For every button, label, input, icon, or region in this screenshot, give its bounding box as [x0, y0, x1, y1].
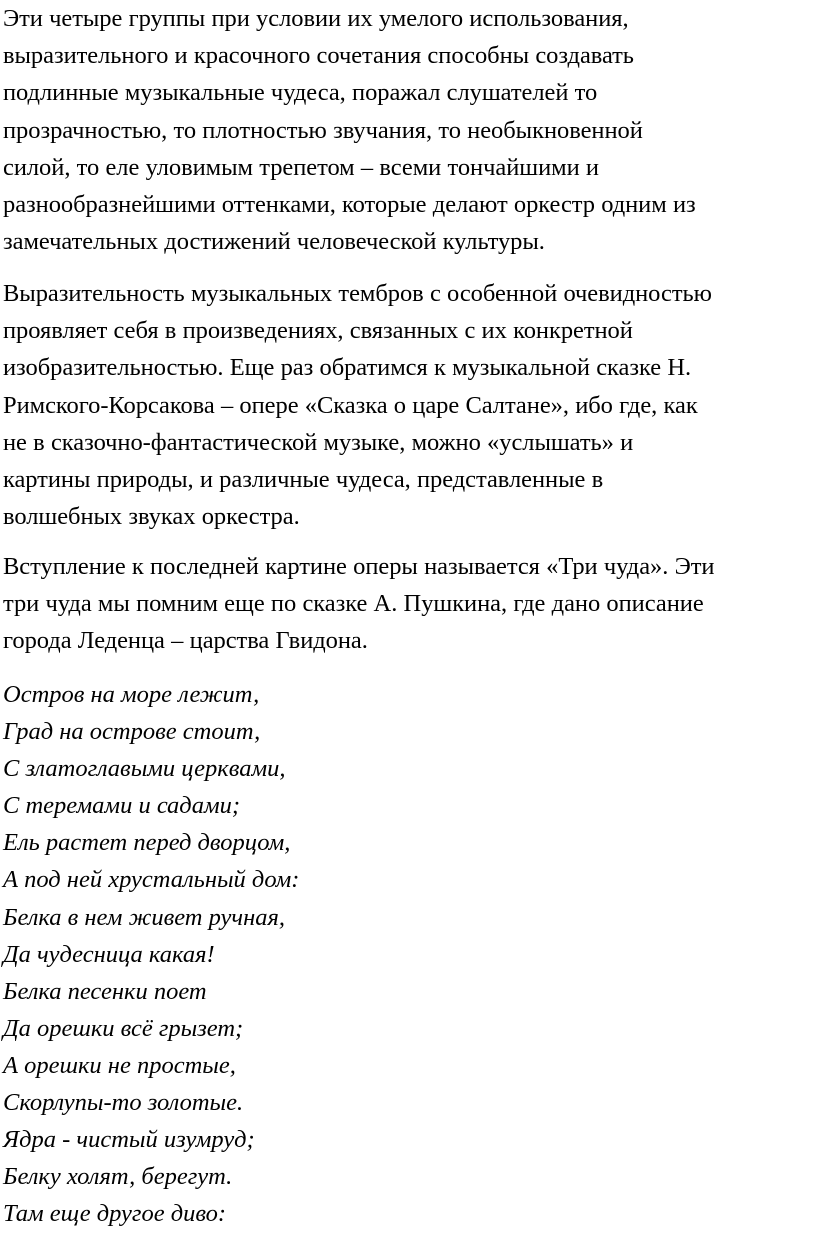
poem-line: Ядра - чистый изумруд; [3, 1126, 255, 1154]
poem-line: Да чудесница какая! [3, 940, 215, 968]
poem-line: С теремами и садами; [3, 792, 240, 820]
text-line: проявляет себя в произведениях, связанных с их конкретной [3, 317, 633, 345]
poem-line: Град на острове стоит, [3, 718, 261, 746]
poem-line: Белка песенки поет [3, 977, 207, 1005]
text-line: Выразительность музыкальных тембров с особенной очевидностью [3, 280, 712, 307]
poem-line: Белка в нем живет ручная, [3, 903, 286, 931]
text-line: не в сказочно-фантастической музыке, можно «услышать» и [3, 428, 634, 456]
poem-line: Там еще другое диво: [3, 1200, 227, 1228]
text-line: Вступление к последней картине оперы называется «Три чуда». Эти [3, 553, 715, 580]
poem-line: А орешки не простые, [3, 1051, 236, 1079]
text-line: три чуда мы помним еще по сказке А. Пушкина, где дано описание [3, 590, 704, 618]
paragraph-three-wonders [3, 548, 814, 660]
poem-line: Скорлупы-то золотые. [3, 1089, 244, 1117]
text-line: изобразительностью. Еще раз обратимся к музыкальной сказке Н. [3, 354, 692, 382]
poem-line: Да орешки всё грызет; [3, 1014, 244, 1042]
text-line: картины природы, и различные чудеса, представленные в [3, 466, 604, 494]
text-line: подлинные музыкальные чудеса, поражал слушателей то [3, 79, 598, 107]
text-line: волшебных звуках оркестра. [3, 503, 300, 531]
poem-line: А под ней хрустальный дом: [3, 866, 300, 894]
text-line: прозрачностью, то плотностью звучания, то необыкновенной [3, 116, 643, 144]
text-line: разнообразнейшими оттенками, которые делают оркестр одним из [3, 191, 696, 219]
text-line: замечательных достижений человеческой культуры. [3, 228, 545, 256]
poem-line: Ель растет перед дворцом, [3, 829, 291, 857]
poem-line: Белку холят, берегут. [3, 1163, 233, 1191]
paragraph-timbre-expressiveness [3, 275, 814, 535]
text-line: выразительного и красочного сочетания способны создавать [3, 42, 634, 70]
poem-line: Остров на море лежит, [3, 681, 260, 708]
poem-excerpt [3, 676, 814, 1232]
poem-line: С златоглавыми церквами, [3, 755, 286, 783]
text-line: Эти четыре группы при условии их умелого использования, [3, 5, 629, 32]
paragraph-orchestra-groups [3, 0, 814, 260]
text-line: силой, то еле уловимым трепетом – всеми тончайшими и [3, 153, 599, 181]
text-line: Римского-Корсакова – опере «Сказка о царе Салтане», ибо где, как [3, 391, 698, 419]
text-line: города Леденца – царства Гвидона. [3, 627, 368, 655]
